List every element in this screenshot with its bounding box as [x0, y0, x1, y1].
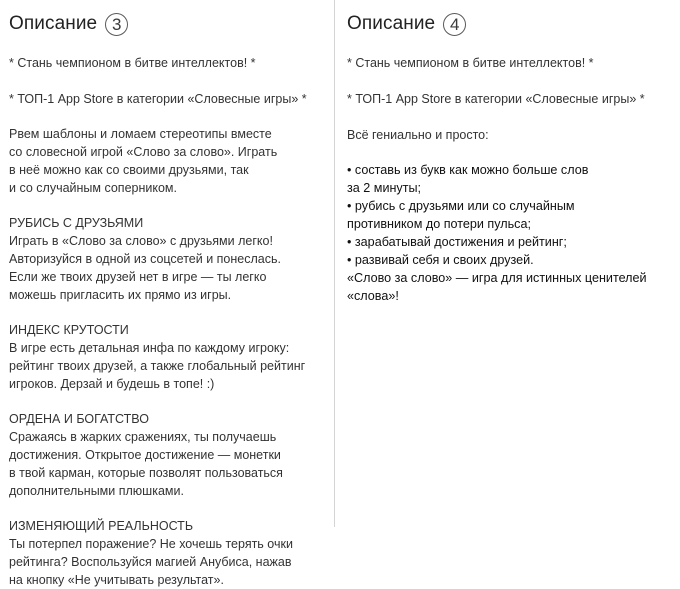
- text-line: со словесной игрой «Слово за слово». Играть: [9, 145, 278, 159]
- list-item: • развивай себя и своих друзей.: [347, 253, 534, 267]
- description-panel-3: [0, 0, 335, 587]
- panel-title: Описание: [9, 13, 98, 34]
- text-line: игроков. Дерзай и будешь в топе! :): [9, 377, 215, 391]
- section-reality: [9, 517, 328, 589]
- text-line: Ты потерпел поражение? Не хочешь терять очки: [9, 537, 293, 551]
- text-line: рейтинг твоих друзей, а также глобальный рейтинг: [9, 359, 306, 373]
- description-panel-4: [335, 0, 680, 527]
- text-line: Играть в «Слово за слово» с друзьями легко!: [9, 234, 273, 248]
- section-heading: ОРДЕНА И БОГАТСТВО: [9, 412, 149, 426]
- intro-block: [9, 54, 328, 108]
- list-item: «слова»!: [347, 289, 399, 303]
- panel-title: Описание: [347, 13, 436, 34]
- list-item: • составь из букв как можно больше слов: [347, 163, 589, 177]
- intro-line: * ТОП-1 App Store в категории «Словесные игры» *: [347, 92, 645, 106]
- intro-line: * Стань чемпионом в битве интеллектов! *: [347, 56, 594, 70]
- panel-title-row: [9, 11, 328, 37]
- intro-line: Всё гениально и просто:: [347, 128, 489, 142]
- list-item: «Слово за слово» — игра для истинных ценителей: [347, 271, 647, 285]
- section-heading: ИНДЕКС КРУТОСТИ: [9, 323, 129, 337]
- text-line: Авторизуйся в одной из соцсетей и понеслась.: [9, 252, 281, 266]
- panel-number-badge: 3: [105, 13, 128, 36]
- text-line: и со случайным соперником.: [9, 181, 177, 195]
- text-line: на кнопку «Не учитывать результат».: [9, 573, 224, 587]
- panel-title-row: [347, 11, 674, 37]
- intro-line: * Стань чемпионом в битве интеллектов! *: [9, 56, 256, 70]
- text-line: в неё можно как со своими друзьями, так: [9, 163, 249, 177]
- section-heading: РУБИСЬ С ДРУЗЬЯМИ: [9, 216, 144, 230]
- text-line: дополнительными плюшками.: [9, 484, 184, 498]
- section-achievements: [9, 410, 328, 500]
- text-line: можешь пригласить их прямо из игры.: [9, 288, 232, 302]
- text-line: рейтинга? Воспользуйся магией Анубиса, нажав: [9, 555, 292, 569]
- list-item: • рубись с друзьями или со случайным: [347, 199, 575, 213]
- list-item: противником до потери пульса;: [347, 217, 531, 231]
- text-line: достижения. Открытое достижение — монетки: [9, 448, 281, 462]
- section-friends: [9, 214, 328, 304]
- panel-number-badge: 4: [443, 13, 466, 36]
- text-line: Сражаясь в жарких сражениях, ты получаешь: [9, 430, 277, 444]
- feature-list: [347, 161, 674, 305]
- list-item: • зарабатывай достижения и рейтинг;: [347, 235, 567, 249]
- paragraph-1: [9, 125, 328, 197]
- text-line: Если же твоих друзей нет в игре — ты легко: [9, 270, 267, 284]
- section-heading: ИЗМЕНЯЮЩИЙ РЕАЛЬНОСТЬ: [9, 519, 194, 533]
- intro-block: [347, 54, 674, 144]
- section-rating: [9, 321, 328, 393]
- text-line: В игре есть детальная инфа по каждому игроку:: [9, 341, 290, 355]
- text-line: в твой карман, которые позволят пользоваться: [9, 466, 283, 480]
- list-item: за 2 минуты;: [347, 181, 422, 195]
- intro-line: * ТОП-1 App Store в категории «Словесные игры» *: [9, 92, 307, 106]
- text-line: Рвем шаблоны и ломаем стереотипы вместе: [9, 127, 272, 141]
